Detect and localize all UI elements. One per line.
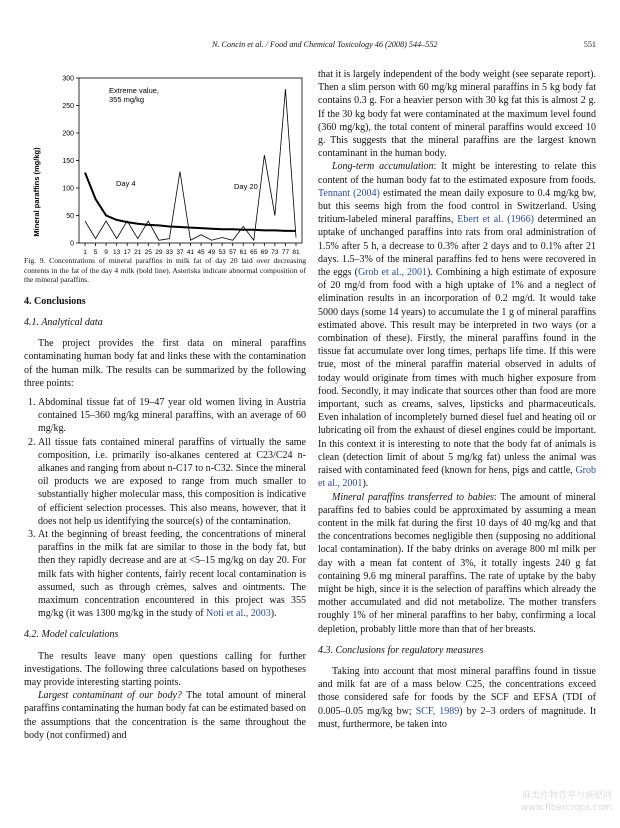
x-tick-label: 5 xyxy=(93,249,98,256)
list-item: 2. All tissue fats contained mineral paraffins of virtually the same composition, i.e. primarily iso-alkanes centered at C23/C24 n-alkanes and ranging from about n-C17 to n-C32. Since the mineral oil products we are exposed to range from much smaller to substantially higher molecular mass, this composition is indicative of efficient selection processes. This also means, however, that it does not help us identifying the source(s) of the contamination. xyxy=(38,436,306,528)
x-tick-label: 9 xyxy=(104,249,108,256)
annotation-extreme: Extreme value, xyxy=(109,86,160,95)
x-tick-label: 69 xyxy=(260,249,268,256)
y-axis-label: Mineral paraffins (mg/kg) xyxy=(32,147,41,237)
paragraph-model: The results leave many open questions calling for further investigations. The following three calculations based on hypotheses may provide interesting starting points. xyxy=(24,650,306,689)
x-tick-label: 61 xyxy=(239,249,247,256)
figure-9 xyxy=(24,68,306,256)
section-4-heading: 4. Conclusions xyxy=(24,295,86,307)
annotation-day4: Day 4 xyxy=(116,179,136,188)
section-4-1-heading: 4.1. Analytical data xyxy=(24,316,103,328)
section-4-3-heading: 4.3. Conclusions for regulatory measures xyxy=(318,644,484,656)
x-tick-label: 41 xyxy=(186,249,195,256)
x-tick-label: 29 xyxy=(155,249,163,256)
chart-series xyxy=(85,89,296,240)
x-tick-label: 73 xyxy=(271,249,279,256)
x-tick-label: 77 xyxy=(281,249,290,256)
list-item: 1. Abdominal tissue fat of 19–47 year old women living in Austria contained 15–360 mg/kg mineral paraffins, with an average of 60 mg/kg. xyxy=(38,396,306,436)
x-tick-label: 81 xyxy=(292,249,300,256)
x-tick-label: 1 xyxy=(83,249,87,256)
journal-citation: N. Concin et al. / Food and Chemical Toxicology 46 (2008) 544–552 xyxy=(212,40,438,49)
list-item: 3. At the beginning of breast feeding, the concentrations of mineral paraffins in the milk fat are similar to those in the body fat, but then they rapidly decrease and are at <5–15 mg/kg on day 20. For milk fats with higher contents, fairly recent local contamination is assumed, such as through crèmes, salves and ointments. The maximum concentration encountered in this project was 355 mg/kg (it was 1300 mg/kg in the study of Noti et al., 2003). xyxy=(38,528,306,620)
x-tick-label: 45 xyxy=(197,249,205,256)
y-tick-label: 100 xyxy=(62,185,74,193)
y-tick-label: 250 xyxy=(62,103,74,110)
x-tick-label: 25 xyxy=(144,249,152,256)
section-4-2-heading: 4.2. Model calculations xyxy=(24,629,119,641)
annotation-extreme-value: 355 mg/kg xyxy=(109,95,145,104)
y-tick-label: 200 xyxy=(62,130,74,138)
paragraph-largest: Largest contaminant of our body? The total amount of mineral paraffins contaminating the human body fat can be estimated based on the assumptions that the concentration is the same throughout the body (not confirmed) and xyxy=(24,690,306,741)
citation-link[interactable]: Grob et al., 2001 xyxy=(357,267,428,279)
page-number: 551 xyxy=(583,40,596,49)
citation-link[interactable]: Tennant (2004) xyxy=(318,187,380,199)
y-tick-label: 150 xyxy=(62,158,74,165)
x-tick-label: 57 xyxy=(229,249,237,256)
x-tick-label: 53 xyxy=(218,249,226,256)
mineral-paraffin-chart xyxy=(24,68,306,256)
x-tick-label: 33 xyxy=(165,249,174,256)
figure-caption: Fig. 9. Concentrations of mineral paraffins in milk fat of day 20 laid over decreasing contents in the fat of the day 4 milk (bold line). Asterisks indicate abnormal composition of the mineral paraffins. xyxy=(24,256,306,285)
x-tick-label: 49 xyxy=(207,249,216,256)
annotation-day20: Day 20 xyxy=(234,182,258,191)
citation-link[interactable]: Noti et al., 2003 xyxy=(206,608,271,620)
x-tick-label: 21 xyxy=(134,249,142,256)
citation-link[interactable]: SCF, 1989 xyxy=(415,705,460,717)
paragraph-regulatory: Taking into account that most mineral paraffins found in tissue and milk fat are of a mass below C25, the concentrations exceed those considered safe for foods by the SCF and EFSA (TDI of 0.005–0.05 mg/kg bw; SCF, 1989) by 2–3 orders of magnitude. It must, furthermore, be taken into xyxy=(318,665,596,730)
conclusion-list xyxy=(24,396,306,620)
watermark: 麻类作物营养与施肥网 www.fibercrops.com xyxy=(521,791,612,813)
paragraph-babies: Mineral paraffins transferred to babies: The amount of mineral paraffins fed to babies could be approximated by assuming a mean content in the milk fat during the first 10 days of 40 mg/kg and that the concentrations becomes negligible then (supposing no additional local contamination). If the baby drinks on average 800 ml milk per day with a mean fat content of 3%, it totally ingests 240 g fat containing 9.6 mg mineral paraffins. The rate of uptake by the baby might be high, since it is the selection of paraffins which already the mother accumulated and did not metabolize. The mother transfers roughly 1% of her mineral paraffins to her baby, confirming a local depletion, probably little more than that of her breasts. xyxy=(318,491,596,635)
y-tick-label: 300 xyxy=(62,75,74,83)
x-tick-label: 37 xyxy=(176,249,184,256)
paragraph-long-term: Long-term accumulation: It might be interesting to relate this content of the human body fat to the estimated exposure from foods. Tennant (2004) estimated the mean daily exposure to 0.4 mg/kg bw, but this seems high from the food control in Switzerland. Using tritium-labeled mineral paraffins, Ebert et al. (1966) determined an uptake of unchanged paraffins into rats from oral administration of 1.5% after 5 h, a decrease to 0.3% after 2 days and to 0.1% after 21 days. 1.5–3% of the mineral paraffins fed to hens were recovered in the eggs (Grob et al., 2001). Combining a high estimate of exposure of 20 mg/d from food with a high uptake of 1% and a neglect of elimination results in an incorporation of 0.2 mg/d. It would take 5000 days (some 14 years) to accumulate the 1 g of mineral paraffins estimated above. This result may be interpreted in two ways (or a combination of these). Firstly, the mineral paraffins found in the tissue fat accumulate over long times, perhaps life time. If this were true, most of the mineral paraffin material observed in adults of today would originate from times with much higher exposure from food. Secondly, it may indicate that sources other than food are more important, such as creams, salves, lipsticks and pharmaceuticals. Even inhalation of incompletely burned diesel fuel and heating oil or lubricating oil from the exhaust of diesel engines could be important. In this context it is interesting to note that the body fat of animals is clean (detection limit of about 5 mg/kg fat) unless the animal was raised with contaminated feed (known for hens, pigs and cattle, Grob et al., 2001). xyxy=(318,161,596,490)
right-column xyxy=(318,68,596,731)
paragraph-intro: The project provides the first data on mineral paraffins contaminating human body fat and links these with the contamination of the human milk. The results can be summarized by the following three points: xyxy=(24,338,306,389)
y-tick-label: 50 xyxy=(66,213,74,220)
y-tick-label: 0 xyxy=(70,240,74,248)
citation-link[interactable]: Ebert et al. (1966) xyxy=(457,214,534,226)
series-line-2 xyxy=(85,89,296,240)
running-header xyxy=(24,40,596,54)
x-tick-label: 17 xyxy=(123,249,131,256)
citation-link[interactable]: Grob et al., 2001 xyxy=(318,465,596,490)
left-column xyxy=(24,68,306,742)
x-tick-label: 65 xyxy=(250,249,258,256)
x-tick-label: 13 xyxy=(113,249,121,256)
paragraph-continued: that it is largely independent of the body weight (see separate report). Then a slim person with 60 mg/kg mineral paraffins in 5 kg body fat contains 0.3 g. For a heavier person with 30 kg fat this is almost 2 g. If the 30 kg body fat were contaminated at the maximum level found (360 mg/kg), the total content of mineral paraffins would exceed 10 g. This suggests that the mineral paraffins are the largest known contaminant in the human body. xyxy=(318,69,596,160)
